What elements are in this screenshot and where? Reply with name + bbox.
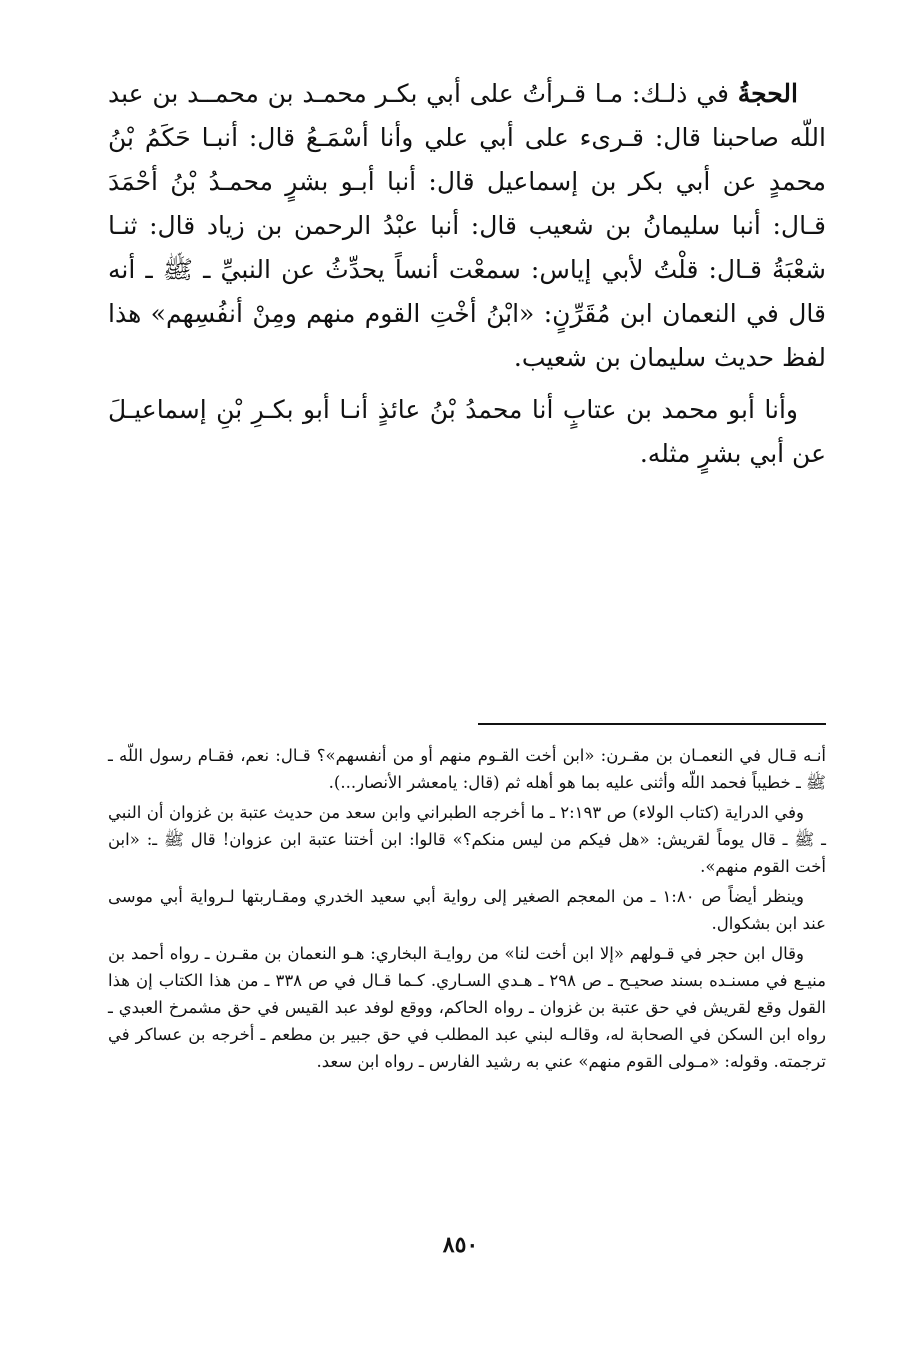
page-number: ٨٥٠ [442,1232,479,1258]
footnotes [108,742,826,1078]
footnote-paragraph-1: أنـه قـال في النعمـان بن مقـرن: «ابن أخت القـوم منهم أو من أنفسهم»؟ قـال: نعم، فقـام رسول اللّه ـ ﷺ ـ خطيباً فحمد اللّه وأثنى عليه بما هو أهله ثم (قال: يامعشر الأنصار...). [108,746,826,792]
paragraph-lead-word: الحجةُ [737,79,798,108]
main-text [108,72,826,484]
footnote-paragraph-4: وقال ابن حجر في قـولهم «إلا ابن أخت لنا» من روايـة البخاري: هـو النعمان بن مقـرن ـ رواه أحمد بن منيـع في مسنـده بسند صحيـح ـ ص ٢٩٨ ـ هـدي السـاري. كـما قـال في ص ٣٣٨ ـ من هذا الكتاب إن هذا القول وقع لقريش في حق عتبة بن غزوان ـ رواه الحاكم، ووقع لوفد عبد القيس في حق مشمرخ العبدي ـ رواه ابن السكن في الصحابة له، وقالـه لبني عبد المطلب في حق جبير بن مطعم ـ أخرجه بن عساكر في ترجمته. وقوله: «مـولى القوم منهم» عني به رشيد الفارس ـ رواه ابن سعد. [108,944,826,1071]
footnote-paragraph-3: وينظر أيضاً ص ١:٨٠ ـ من المعجم الصغير إلى رواية أبي سعيد الخدري ومقـاربتها لـرواية أبي موسى عند ابن بشكوال. [108,887,826,933]
footnote-paragraph-2: وفي الدراية (كتاب الولاء) ص ٢:١٩٣ ـ ما أخرجه الطبراني وابن سعد من حديث عتبة بن غزوان أن النبي ـ ﷺ ـ قال يوماً لقريش: «هل فيكم من ليس منكم؟» قالوا: ابن أختنا عتبة ابن عزوان! قال ﷺ ـ: «ابن أخت القوم منهم». [108,803,826,876]
main-paragraph-1 [108,72,826,380]
main-paragraph-2: وأنا أبو محمد بن عتابٍ أنا محمدُ بْنُ عائذٍ أنـا أبو بكـرِ بْنِ إسماعيـلَ عن أبي بشرٍ مثله. [108,395,826,468]
footnote-separator [478,723,826,725]
paragraph-1-body: في ذلـك: مـا قـرأتُ على أبي بكـر محمـد بن محمــد بن عبد اللّه صاحبنا قال: قـرىء على أبي علي وأنا أسْمَـعُ قال: أنبـا حَكَمُ بْنُ محمدٍ عن أبي بكر بن إسماعيل قال: أنبا أبـو بشرٍ محمـدُ بْنُ أحْمَدَ قـال: أنبا سليمانُ بن شعيب قال: أنبا عبْدُ الرحمن بن زياد قال: ثنـا شعْبَةُ قـال: قلْتُ لأبي إياس: سمعْت أنساً يحدِّثُ عن النبيِّ ـ ﷺ ـ أنه قال في النعمان ابن مُقَرِّنٍ: «ابْنُ أخْتِ القوم منهم ومِنْ أنفُسِهم» هذا لفظ حديث سليمان بن شعيب. [108,79,826,372]
